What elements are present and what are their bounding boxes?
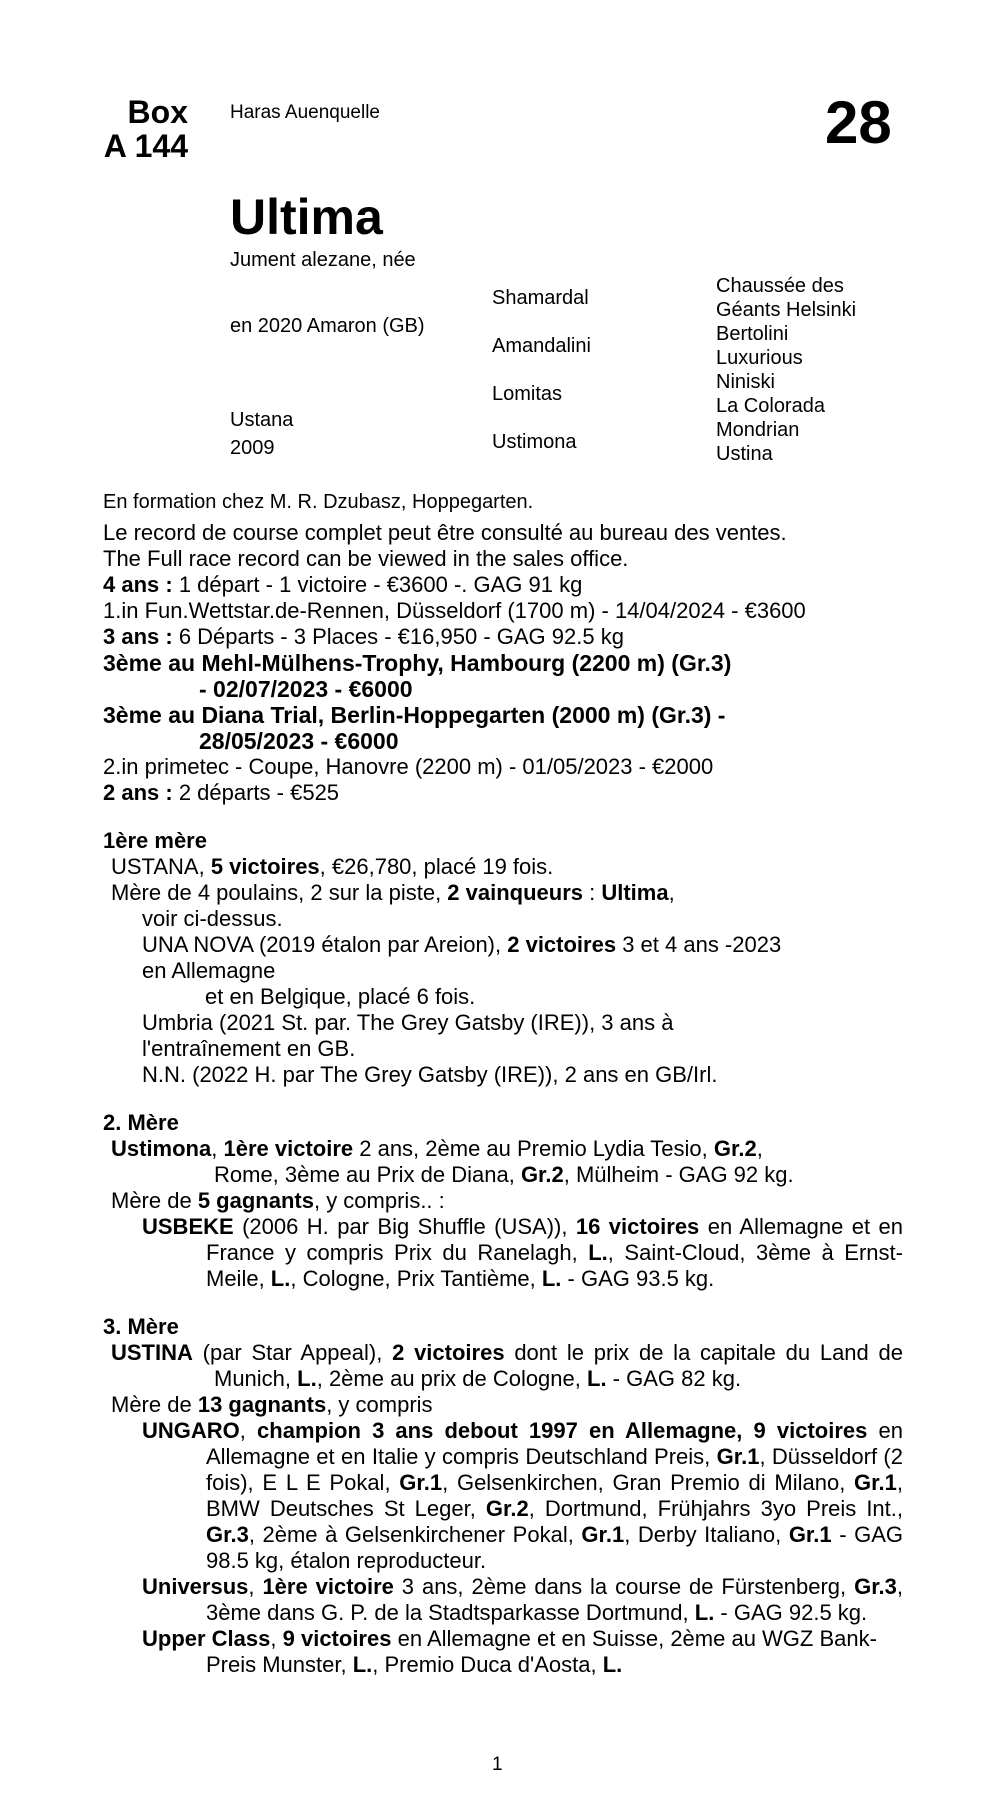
age3-race1-l1: 3ème au Mehl-Mülhens-Trophy, Hambourg (2200 m) (Gr.3) <box>103 650 732 676</box>
breeder-name: Haras Auenquelle <box>230 102 380 123</box>
pedigree-gen3-6: La Colorada <box>716 395 825 417</box>
age3-race1-l2: - 02/07/2023 - €6000 <box>199 676 413 702</box>
dam2-line1: Ustimona, 1ère victoire 2 ans, 2ème au Premio Lydia Tesio, Gr.2, <box>111 1136 763 1161</box>
pedigree-gen2-2: Amandalini <box>492 335 591 357</box>
age3-label: 3 ans : <box>103 624 173 649</box>
dam2-line3: Mère de 5 gagnants, y compris.. : <box>111 1188 445 1213</box>
dam1-line2: Mère de 4 poulains, 2 sur la piste, 2 vainqueurs : Ultima, <box>111 880 675 905</box>
pedigree-gen3 <box>716 274 856 466</box>
dam3-produce-ungaro: UNGARO, champion 3 ans debout 1997 en Allemagne, 9 victoires en Allemagne et en Italie y compris Deutschland Preis, Gr.1, Düsseldorf (2 fois), E L E Pokal, Gr.1, Gelsenkirchen, Gran Premio di Milano, Gr.1, BMW Deutsches St Leger, Gr.2, Dortmund, Frühjahrs 3yo Preis Int., Gr.3, 2ème à Gelsenkirchener Pokal, Gr.1, Derby Italiano, Gr.1 - GAG 98.5 kg, étalon reproducteur. <box>142 1418 904 1573</box>
dam1-line5: en Allemagne <box>142 958 276 983</box>
pedigree-gen3-7: Mondrian <box>716 419 800 441</box>
dam3-title: 3. Mère <box>103 1314 179 1339</box>
pedigree-gen3-2: Géants Helsinki <box>716 299 857 321</box>
dam2-produce-usbeke: USBEKE (2006 H. par Big Shuffle (USA)), 16 victoires en Allemagne et en France y compris Prix du Ranelagh, L., Saint-Cloud, 3ème à Ernst-Meile, L., Cologne, Prix Tantième, L. - GAG 93.5 kg. <box>142 1214 903 1291</box>
dam1-line7: Umbria (2021 St. par. The Grey Gatsby (IRE)), 3 ans à <box>142 1010 674 1035</box>
age3-race3: 2.in primetec - Coupe, Hanovre (2200 m) - 01/05/2023 - €2000 <box>103 754 714 779</box>
horse-born-sire: en 2020 Amaron (GB) <box>230 315 425 337</box>
pedigree-gen2-1: Shamardal <box>492 287 589 309</box>
age3-race2-l2: 28/05/2023 - €6000 <box>199 728 399 754</box>
age2-line: 2 ans : 2 départs - €525 <box>103 780 340 805</box>
pedigree-gen3-3: Bertolini <box>716 323 789 345</box>
dam2-line2: Rome, 3ème au Prix de Diana, Gr.2, Mülheim - GAG 92 kg. <box>214 1162 794 1187</box>
dam3-produce-universus: Universus, 1ère victoire 3 ans, 2ème dans la course de Fürstenberg, Gr.3, 3ème dans G. P. de la Stadtsparkasse Dortmund, L. - GAG 92.5 kg. <box>142 1574 904 1625</box>
box-label: Box <box>127 94 188 130</box>
dam2-title: 2. Mère <box>103 1110 179 1135</box>
document-body <box>103 490 903 1678</box>
age4-label: 4 ans : <box>103 572 173 597</box>
dam3-line2: Mère de 13 gagnants, y compris <box>111 1392 433 1417</box>
dam1-line4: UNA NOVA (2019 étalon par Areion), 2 victoires 3 et 4 ans -2023 <box>142 932 782 957</box>
lot-number: 28 <box>825 89 892 156</box>
dam1-title: 1ère mère <box>103 828 207 853</box>
sales-note-en: The Full race record can be viewed in the sales office. <box>103 546 629 571</box>
horse-description: Jument alezane, née <box>230 249 416 271</box>
horse-name: Ultima <box>230 189 383 245</box>
age4-line: 4 ans : 1 départ - 1 victoire - €3600 -. GAG 91 kg <box>103 572 583 597</box>
box-block <box>80 95 188 163</box>
dam-name: Ustana <box>230 409 294 431</box>
dam-year: 2009 <box>230 437 275 459</box>
pedigree-gen3-8: Ustina <box>716 443 773 465</box>
sales-note-fr: Le record de course complet peut être consulté au bureau des ventes. <box>103 520 787 545</box>
dam3-ustina: USTINA (par Star Appeal), 2 victoires dont le prix de la capitale du Land de Munich, L., 2ème au prix de Cologne, L. - GAG 82 kg. <box>111 1340 904 1391</box>
pedigree-gen2-4: Ustimona <box>492 431 577 453</box>
dam1-line1: USTANA, 5 victoires, €26,780, placé 19 fois. <box>111 854 554 879</box>
dam1-line6: et en Belgique, placé 6 fois. <box>205 984 476 1009</box>
dam1-line3: voir ci-dessus. <box>142 906 283 931</box>
age4-race: 1.in Fun.Wettstar.de-Rennen, Düsseldorf (1700 m) - 14/04/2024 - €3600 <box>103 598 806 623</box>
training-line: En formation chez M. R. Dzubasz, Hoppegarten. <box>103 491 534 513</box>
dam1-line8: l'entraînement en GB. <box>142 1036 356 1061</box>
pedigree-gen3-4: Luxurious <box>716 347 803 369</box>
age3-line: 3 ans : 6 Départs - 3 Places - €16,950 - GAG 92.5 kg <box>103 624 624 649</box>
pedigree-gen3-5: Niniski <box>716 371 775 393</box>
box-number: A 144 <box>103 128 188 164</box>
age3-race2-l1: 3ème au Diana Trial, Berlin-Hoppegarten (2000 m) (Gr.3) - <box>103 702 726 728</box>
dam1-line9: N.N. (2022 H. par The Grey Gatsby (IRE)), 2 ans en GB/Irl. <box>142 1062 718 1087</box>
dam3-produce-upper-class: Upper Class, 9 victoires en Allemagne et en Suisse, 2ème au WGZ Bank-Preis Munster, L., Premio Duca d'Aosta, L. <box>142 1626 877 1677</box>
page-number: 1 <box>492 1754 503 1775</box>
age2-label: 2 ans : <box>103 780 173 805</box>
pedigree-gen3-1: Chaussée des <box>716 275 844 297</box>
pedigree-gen2-3: Lomitas <box>492 383 563 405</box>
